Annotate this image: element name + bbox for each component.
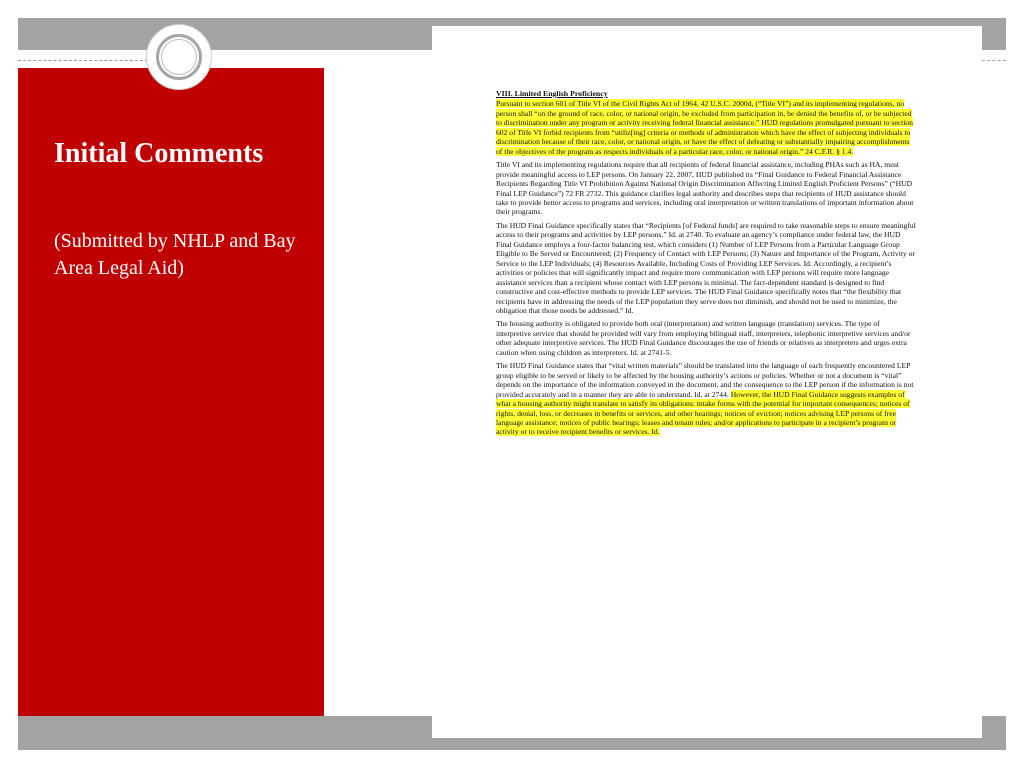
- document-text: [496, 89, 916, 441]
- document-heading: VIII. Limited English Proficiency: [496, 89, 608, 98]
- document-paragraph-2: Title VI and its implementing regulations require that all recipients of federal financial assistance, including PHAs such as HA, must provide meaningful access to LEP persons. On January 22, 2007, HUD published its “Final Guidance to Federal Financial Assistance Recipients Regarding Title VI Prohibition Against National Origin Discrimination Affecting Limited English Proficient Persons” (“HUD Final LEP Guidance”) 72 FR 2732. This guidance clarifies legal authority and describes steps that recipients of HUD assistance should take to provide better access to programs and services, including oral interpretation or written translations of important information about their programs.: [496, 160, 914, 217]
- document-paragraph-4: The housing authority is obligated to provide both oral (interpretation) and written language (translation) services. The type of interpretive service that should be provided will vary from employing bilingual staff, interpreters, telephonic interpretive services and/or other adequate interpretive services. The HUD Final Guidance discourages the use of friends or relatives as interpreters and urges extra caution when using children as interpreters. Id. at 2741-5.: [496, 319, 911, 357]
- document-image: [432, 26, 982, 738]
- dashed-rule-left: [18, 60, 148, 61]
- highlighted-text: Pursuant to section 601 of Title VI of the Civil Rights Act of 1964, 42 U.S.C. 2000d, (“Title VI”) and its implementing regulations, no person shall “on the ground of race, color, or national origin, be excluded from participation in, be denied the benefits of, or be subjected to discrimination under any program or activity receiving federal financial assistance.” HUD regulations promulgated pursuant to section 602 of Title VI forbid recipients from “utiliz[ing] criteria or methods of administration which have the effect of subjecting individuals to discrimination because of their race, color, or national origin, or have the effect of defeating or substantially impairing accomplishments of the objectives of the program as respects individuals of a particular race, color, or national origin.” 24 C.F.R. § 1.4.: [496, 99, 913, 156]
- paragraph-5-text: The HUD Final Guidance states that “vital written materials” should be translated into the language of each frequently encountered LEP group eligible to be served or likely to be affected by the housing authority’s actions or policies. Whether or not a document is “vital” depends on the importance of the information conveyed in the document, and the consequence to the LEP person if the information is not provided accurately and in a manner they are able to understand. Id. at 2744.: [496, 361, 914, 399]
- dashed-rule-right: [982, 60, 1006, 61]
- decorative-inner-ring-icon: [161, 39, 197, 75]
- slide-title: Initial Comments: [54, 138, 264, 169]
- highlighted-text: However, the HUD Final Guidance suggests examples of what a housing authority might translate to satisfy its obligations: intake forms with the potential for important consequences; notices of rights, denial, loss, or decreases in benefits or services, and other hearings; notices of eviction; notices advising LEP persons of free language assistance; notices of public hearings; leases and tenant rules; and/or applications to participate in a recipient’s program or activity or to receive recipient benefits or services. Id.: [496, 389, 910, 437]
- document-paragraph-5: [496, 361, 916, 437]
- document-paragraph-1: [496, 99, 916, 156]
- slide-subtitle: (Submitted by NHLP and Bay Area Legal Aid): [54, 230, 296, 279]
- document-paragraph-3: The HUD Final Guidance specifically states that “Recipients [of Federal funds] are required to take reasonable steps to ensure meaningful access to their programs and activities by LEP persons.” Id. at 2740. To evaluate an agency’s compliance under federal law, the HUD Final Guidance employs a four-factor balancing test, which considers (1) Number of LEP Persons from a Particular Language Group Eligible to Be Served or Encountered; (2) Frequency of Contact with LEP Persons; (3) Nature and Importance of the Program, Activity or Service to the LEP Individuals; (4) Resources Available, Including Costs of Providing LEP Services. Id. Accordingly, a recipient’s activities or policies that will significantly impact and require more communication with LEP persons will require more language assistance services than a recipient whose contact with LEP persons is minimal. The fact-dependent standard is designed to find constructive and cost-effective methods to provide LEP services. The HUD Final Guidance specifically notes that “the flexibility that recipients have in addressing the needs of the LEP population they serve does not diminish, and should not be used to minimize, the obligation that those needs be addressed.” Id.: [496, 220, 916, 315]
